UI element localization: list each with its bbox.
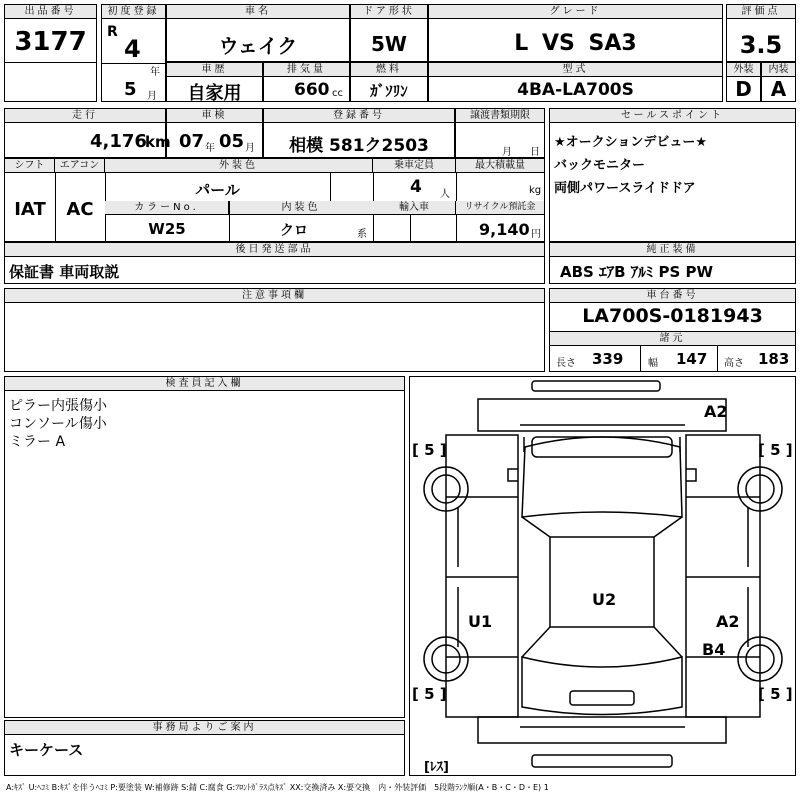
- sales-point-line: バックモニター: [554, 158, 646, 173]
- damage-mark: A2: [704, 402, 728, 421]
- color-no-label: カラーNo.: [105, 201, 229, 215]
- door-type: 5W: [371, 32, 407, 56]
- year-unit: 年: [150, 67, 160, 78]
- ext-score-label: 外装: [727, 63, 760, 77]
- inspector-box: [4, 376, 405, 718]
- exterior-color-label: 外装色: [105, 159, 373, 173]
- car-name-label: 車名: [167, 5, 349, 19]
- era: R: [107, 24, 118, 40]
- width: 147: [676, 350, 708, 368]
- recycle-label: リサイクル預託金: [456, 201, 544, 215]
- office-label: 事務局よりご案内: [5, 721, 404, 735]
- inspection-month-unit: 月: [245, 143, 255, 154]
- score: 3.5: [739, 31, 783, 59]
- history: 自家用: [187, 83, 242, 104]
- ext-score-box: [726, 62, 761, 102]
- displacement-label: 排気量: [264, 63, 349, 77]
- width-label: 幅: [648, 358, 658, 369]
- damage-mark: U1: [468, 612, 493, 631]
- inspection-box: [166, 108, 263, 158]
- grade: L VS SA3: [514, 31, 637, 56]
- registration-box: [263, 108, 455, 158]
- damage-legend: A:ｷｽﾞ U:ﾍｺﾐ B:ｷｽﾞを伴うﾍｺﾐ P:要塗装 W:補修跡 S:錆 C:腐食 G:ﾌﾛﾝﾄｶﾞﾗｽ点ｷｽﾞ XX:交換済み X:要交換 内・外装評価 5段階ﾗﾝｸ順(A・B・C・D・E) 1: [6, 783, 549, 792]
- model: 4BA-LA700S: [517, 80, 634, 100]
- door-label: ドア形状: [351, 5, 427, 19]
- recycle-unit: 円: [531, 229, 541, 240]
- sales-point-box: [549, 108, 796, 242]
- exterior-color: パール: [195, 181, 240, 199]
- chassis-number: LA700S-0181943: [582, 305, 763, 327]
- history-label: 車歴: [167, 63, 262, 77]
- fuel-box: [350, 62, 428, 102]
- lot-number-box: [4, 4, 97, 102]
- transfer-deadline-box: [455, 108, 545, 158]
- transfer-month-unit: 月: [502, 147, 512, 158]
- door-box: [350, 4, 428, 62]
- mileage-box: [4, 108, 171, 158]
- mileage-label: 走行: [5, 109, 165, 123]
- interior-color-unit: 系: [357, 229, 367, 240]
- car-name: ウェイク: [218, 34, 298, 58]
- int-score-box: [761, 62, 796, 102]
- damage-mark: B4: [702, 640, 726, 659]
- inspection-label: 車検: [167, 109, 262, 123]
- grade-label: グレード: [429, 5, 722, 19]
- sales-point-label: セールスポイント: [550, 109, 795, 123]
- height: 183: [758, 350, 790, 368]
- lot-number-label: 出品番号: [5, 5, 96, 19]
- transfer-day-unit: 日: [530, 147, 540, 158]
- transfer-deadline-label: 譲渡書類期限: [456, 109, 544, 123]
- model-box: [428, 62, 723, 102]
- length-label: 長さ: [556, 358, 576, 369]
- mileage-unit: km: [145, 133, 171, 151]
- tire-mark: [ 5 ]: [412, 685, 447, 703]
- lot-number: 3177: [14, 27, 87, 57]
- notes-box: [4, 288, 545, 372]
- specs-label: 諸元: [550, 331, 795, 346]
- reg-year: 4: [124, 35, 141, 63]
- inspector-label: 検査員記入欄: [5, 377, 404, 391]
- displacement-unit: cc: [332, 88, 343, 99]
- later-parts-label: 後日発送部品: [5, 243, 544, 257]
- chassis-label: 車台番号: [550, 289, 795, 303]
- capacity: 4: [410, 177, 422, 197]
- office-box: [4, 720, 405, 776]
- later-parts: 保証書 車両取説: [9, 263, 120, 281]
- damage-mark: U2: [592, 590, 617, 609]
- ac: AC: [66, 199, 94, 220]
- color-no: W25: [148, 220, 186, 238]
- chassis-box: [549, 288, 796, 372]
- first-registration-box: [101, 4, 166, 102]
- equipment-label: 純正装備: [550, 243, 795, 257]
- displacement: 660: [294, 80, 330, 100]
- reg-month: 5: [124, 79, 137, 100]
- fuel: ｶﾞｿﾘﾝ: [370, 82, 408, 100]
- int-score: A: [770, 77, 787, 101]
- inspector-line: ピラー内張傷小: [9, 398, 107, 414]
- ac-label: エアコン: [55, 159, 105, 173]
- height-label: 高さ: [724, 358, 744, 369]
- recycle-fee: 9,140: [479, 220, 530, 239]
- spare-tire-mark: [ﾚｽ]: [424, 760, 449, 775]
- score-label: 評価点: [727, 5, 795, 19]
- car-name-box: [166, 4, 350, 62]
- ext-score: D: [735, 77, 752, 101]
- displacement-box: [263, 62, 350, 102]
- shift-label: シフト: [5, 159, 55, 173]
- fuel-label: 燃料: [351, 63, 427, 77]
- score-box: [726, 4, 796, 62]
- equipment: ABS ｴｱB ｱﾙﾐ PS PW: [560, 263, 714, 281]
- spec-grid: [4, 158, 545, 242]
- sales-point-line: 両側パワースライドドア: [554, 181, 696, 196]
- interior-color-label: 内装色: [229, 201, 373, 215]
- car-diagram: [410, 377, 795, 775]
- car-diagram-box: [409, 376, 796, 776]
- tire-mark: [ 5 ]: [758, 685, 793, 703]
- import-label: 輸入車: [373, 201, 456, 215]
- office-text: キーケース: [9, 741, 84, 759]
- tire-mark: [ 5 ]: [758, 441, 793, 459]
- later-parts-box: [4, 242, 545, 284]
- mileage: 4,176: [90, 131, 147, 152]
- model-label: 型式: [429, 63, 722, 77]
- registration-number: 相模 581ク2503: [289, 136, 429, 156]
- inspector-line: コンソール傷小: [9, 416, 107, 432]
- max-load-unit: kg: [529, 185, 542, 196]
- inspection-month: 05: [219, 131, 245, 152]
- notes-label: 注意事項欄: [5, 289, 544, 303]
- length: 339: [592, 350, 624, 368]
- first-registration-label: 初度登録: [102, 5, 165, 19]
- grade-box: [428, 4, 723, 62]
- month-unit: 月: [147, 91, 157, 102]
- capacity-label: 乗車定員: [373, 159, 456, 173]
- int-score-label: 内装: [762, 63, 795, 77]
- shift: IAT: [14, 199, 46, 220]
- sales-point-line: ★オークションデビュー★: [554, 135, 708, 150]
- equipment-box: [549, 242, 796, 284]
- inspector-line: ミラー A: [9, 434, 66, 450]
- registration-label: 登録番号: [264, 109, 454, 123]
- tire-mark: [ 5 ]: [412, 441, 447, 459]
- damage-mark: A2: [716, 612, 740, 631]
- inspection-year: 07: [179, 131, 205, 152]
- interior-color: クロ: [280, 223, 308, 239]
- capacity-unit: 人: [440, 189, 450, 200]
- inspection-year-unit: 年: [205, 143, 215, 154]
- max-load-label: 最大積載量: [456, 159, 544, 173]
- history-box: [166, 62, 263, 102]
